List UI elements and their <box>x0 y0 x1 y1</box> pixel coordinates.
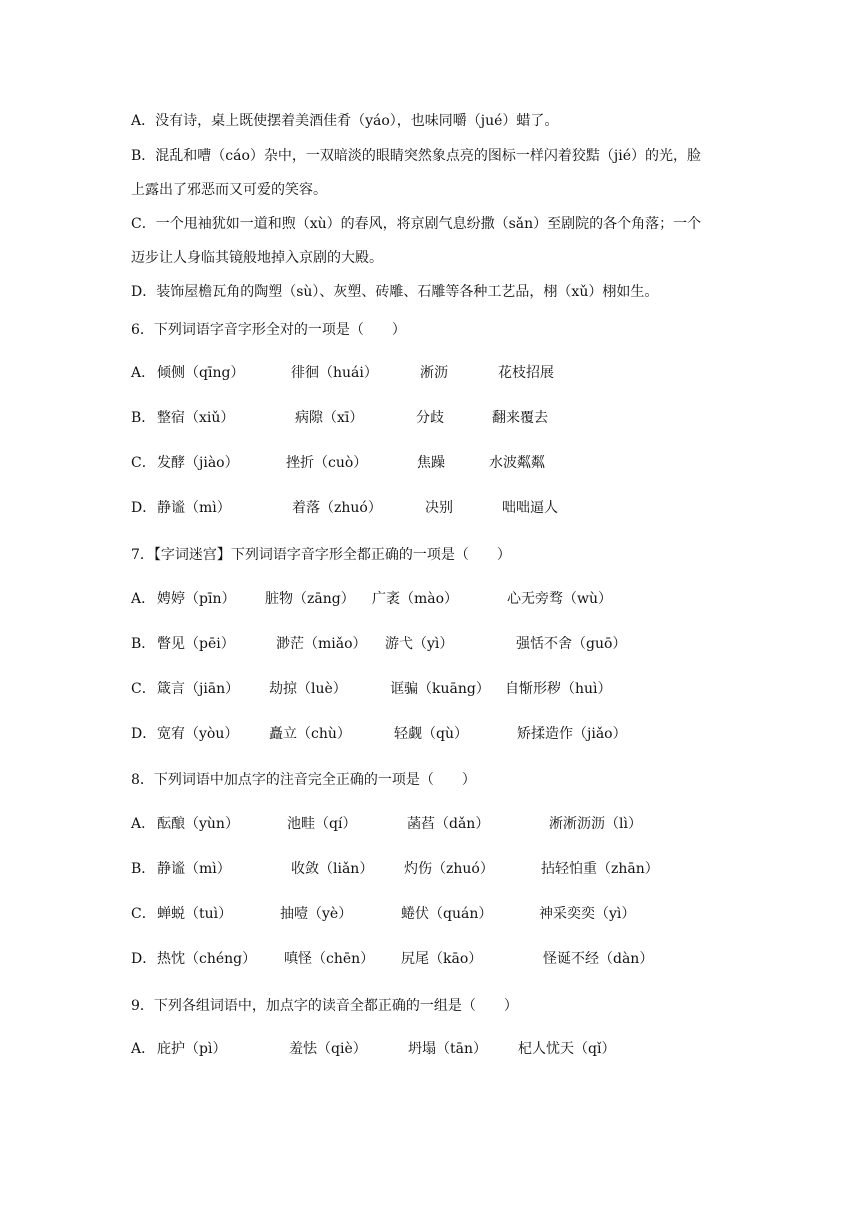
word-3: 灼伤（zhuó） <box>404 861 494 877</box>
word-4: 花枝招展 <box>498 365 554 381</box>
word-3: 尻尾（kāo） <box>401 951 483 967</box>
word-2: 收敛（liǎn） <box>291 861 374 877</box>
word-2: 池畦（qí） <box>287 816 357 832</box>
word-2: 抽噎（yè） <box>280 906 353 922</box>
q7-stem: 7．【字词迷宫】下列词语字音字形全都正确的一项是（ ） <box>131 547 511 563</box>
word-2: 挫折（cuò） <box>286 455 368 471</box>
q8-option-b <box>131 858 771 880</box>
q5-option-a: A．没有诗，桌上既使摆着美酒佳肴（yáo），也味同嚼（jué）蜡了。 <box>131 113 559 129</box>
option-label: A． <box>131 1041 156 1057</box>
word-3: 坍塌（tān） <box>408 1041 487 1057</box>
word-4: 杞人忧天（qǐ） <box>518 1041 616 1057</box>
word-1: 热忱（chéng） <box>157 951 257 967</box>
q9-option-a <box>131 1038 771 1060</box>
word-1: 静谧（mì） <box>157 500 231 516</box>
word-1: 蝉蜕（tuì） <box>157 906 233 922</box>
option-label: D． <box>131 726 157 742</box>
word-4: 神采奕奕（yì） <box>539 906 636 922</box>
word-2: 劫掠（luè） <box>269 681 347 697</box>
word-4: 自惭形秽（huì） <box>505 681 612 697</box>
word-2: 羞怯（qiè） <box>289 1041 367 1057</box>
word-1: 酝酿（yùn） <box>157 816 239 832</box>
option-label: D． <box>131 951 157 967</box>
q6-option-b <box>131 407 771 429</box>
q8-stem: 8．下列词语中加点字的注音完全正确的一项是（ ） <box>131 772 476 788</box>
q5-option-d: D．装饰屋檐瓦角的陶塑（sù）、灰塑、砖雕、石雕等各种工艺品，栩（xǔ）栩如生。 <box>131 284 659 300</box>
word-3: 游弋（yì） <box>385 636 454 652</box>
q5-option-b-line2: 上露出了邪恶而又可爱的笑容。 <box>131 182 327 198</box>
word-4: 水波粼粼 <box>489 455 545 471</box>
q7-option-b <box>131 633 771 655</box>
q5-option-c-line2: 迈步让人身临其镜般地掉入京剧的大殿。 <box>131 250 383 266</box>
option-label: A． <box>131 591 156 607</box>
word-3: 蜷伏（quán） <box>401 906 493 922</box>
word-2: 矗立（chù） <box>269 726 351 742</box>
word-4: 强恬不舍（guō） <box>516 636 627 652</box>
word-1: 庇护（pì） <box>157 1041 227 1057</box>
q8-option-a <box>131 813 771 835</box>
q6-option-c <box>131 452 771 474</box>
word-1: 整宿（xiǔ） <box>157 410 235 426</box>
q5-option-b-line1: B．混乱和嘈（cáo）杂中，一双暗淡的眼睛突然象点亮的图标一样闪着狡黠（jié）的光，脸 <box>131 148 702 164</box>
option-label: B． <box>131 410 156 426</box>
option-label: D． <box>131 500 157 516</box>
word-1: 发酵（jiào） <box>157 455 239 471</box>
word-1: 倾侧（qīng） <box>157 365 245 381</box>
q7-option-d <box>131 723 771 745</box>
word-1: 娉婷（pīn） <box>157 591 236 607</box>
option-label: C． <box>131 455 156 471</box>
word-3: 广袤（mào） <box>372 591 459 607</box>
word-4: 咄咄逼人 <box>502 500 558 516</box>
word-4: 怪诞不经（dàn） <box>543 951 654 967</box>
word-3: 诓骗（kuāng） <box>390 681 490 697</box>
word-4: 拈轻怕重（zhān） <box>541 861 659 877</box>
q8-option-c <box>131 903 771 925</box>
q6-option-d <box>131 497 771 519</box>
word-1: 箴言（jiān） <box>157 681 240 697</box>
word-2: 嗔怪（chēn） <box>284 951 375 967</box>
q5-option-c-line1: C．一个甩袖犹如一道和煦（xù）的春风，将京剧气息纷撒（sǎn）至剧院的各个角落；一个 <box>131 216 702 232</box>
word-2: 着落（zhuó） <box>292 500 382 516</box>
word-4: 翻来覆去 <box>492 410 548 426</box>
option-label: A． <box>131 816 156 832</box>
option-label: C． <box>131 906 156 922</box>
word-4: 矫揉造作（jiǎo） <box>517 726 627 742</box>
word-3: 轻觑（qù） <box>394 726 468 742</box>
option-label: B． <box>131 861 156 877</box>
option-label: B． <box>131 636 156 652</box>
q9-stem: 9．下列各组词语中，加点字的读音全都正确的一组是（ ） <box>131 998 518 1014</box>
word-2: 病隙（xī） <box>295 410 364 426</box>
word-3: 菡萏（dǎn） <box>407 816 490 832</box>
option-label: A． <box>131 365 156 381</box>
word-2: 脏物（zāng） <box>265 591 355 607</box>
q8-option-d <box>131 948 771 970</box>
q6-option-a <box>131 362 771 384</box>
word-1: 静谧（mì） <box>157 861 231 877</box>
word-1: 瞥见（pēi） <box>157 636 235 652</box>
word-4: 心无旁骛（wù） <box>507 591 612 607</box>
word-2: 徘徊（huái） <box>291 365 378 381</box>
word-3: 淅沥 <box>420 365 448 381</box>
q6-stem: 6．下列词语字音字形全对的一项是（ ） <box>131 322 406 338</box>
option-label: C． <box>131 681 156 697</box>
word-3: 决别 <box>425 500 453 516</box>
q7-option-a <box>131 588 771 610</box>
word-3: 分歧 <box>416 410 444 426</box>
word-1: 宽宥（yòu） <box>157 726 239 742</box>
q7-option-c <box>131 678 771 700</box>
word-3: 焦躁 <box>417 455 445 471</box>
word-2: 渺茫（miǎo） <box>276 636 367 652</box>
word-4: 淅淅沥沥（lì） <box>549 816 642 832</box>
